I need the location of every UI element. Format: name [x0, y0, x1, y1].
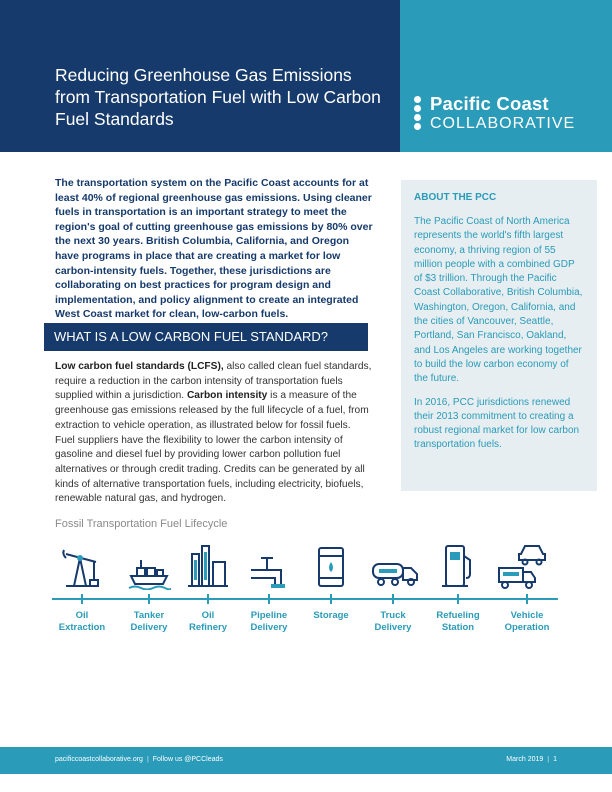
pipeline-icon	[247, 540, 291, 590]
footer-left: pacificcoastcollaborative.org | Follow us @PCCleads	[55, 756, 223, 763]
header-banner	[0, 0, 400, 152]
page-title: Reducing Greenhouse Gas Emissions from Transportation Fuel with Low Carbon Fuel Standards	[55, 65, 381, 129]
oil-pump-icon	[60, 540, 104, 590]
section-heading: WHAT IS A LOW CARBON FUEL STANDARD?	[44, 323, 368, 351]
timeline-tick	[392, 594, 394, 604]
timeline-tick	[457, 594, 459, 604]
pcc-logo	[414, 93, 604, 135]
lcfs-text-1: also called clean fuel standards, require a reduction in the carbon intensity of transportation fuels supplied within a jurisdiction.	[55, 361, 372, 402]
intro-paragraph: The transportation system on the Pacific Coast accounts for at least 40% of regional greenhouse gas emissions. Using cleaner fuels in transportation is an important strategy to meet the region's goal of cutting greenhouse gas emissions by 80% over the next 30 years. British Columbia, California, and Oregon have programs in place that are creating a market for low carbon-intensity fuels. Together, these jurisdictions are collaborating on best practices for program design and implementation, and policy alignment to create an integrated West Coast market for clean, low-carbon fuels.	[55, 177, 373, 321]
logo-subtitle: COLLABORATIVE	[430, 115, 576, 132]
timeline-tick	[526, 594, 528, 604]
about-sidebar	[401, 180, 597, 491]
social-handle[interactable]: Follow us @PCCleads	[152, 756, 223, 763]
website-link[interactable]: pacificcoastcollaborative.org	[55, 756, 143, 763]
fuel-pump-icon	[436, 540, 480, 590]
footer-right: March 2019 | 1	[506, 756, 557, 763]
tanker-ship-icon	[127, 540, 171, 590]
stage-refueling-station: Refueling Station	[436, 610, 480, 633]
lcfs-text-2: is a measure of the greenhouse gas emissions released by the full lifecycle of a fuel, from extraction to vehicle operation, as illustrated below for fossil fuels. Fuel suppliers have the flexibility to lower the carbon intensity of gasoline and diesel fuel by providing lower carbon pollution fuel alternatives or through credit trading. Credits can be generated by all kinds of alternative transportation fuels, including electricity, biofuels, renewable natural gas, and hydrogen.	[55, 390, 369, 505]
page-number: 1	[553, 756, 557, 763]
storage-tank-icon	[309, 540, 353, 590]
stage-oil-refinery: Oil Refinery	[188, 610, 227, 633]
stage-oil-extraction: Oil Extraction	[58, 610, 106, 633]
page-bottom-margin	[0, 774, 612, 792]
logo-dots-icon	[414, 96, 424, 130]
logo-name: Pacific Coast	[430, 93, 549, 114]
lifecycle-timeline	[52, 598, 558, 600]
stage-vehicle-operation: Vehicle Operation	[504, 610, 550, 633]
stage-storage: Storage	[313, 610, 349, 621]
publication-date: March 2019	[506, 756, 544, 763]
term-carbon-intensity: Carbon intensity	[186, 390, 268, 402]
stage-tanker-delivery: Tanker Delivery	[130, 610, 168, 633]
timeline-tick	[268, 594, 270, 604]
timeline-tick	[81, 594, 83, 604]
lifecycle-icons	[0, 540, 612, 590]
lcfs-description	[55, 360, 373, 507]
sidebar-paragraph: In 2016, PCC jurisdictions renewed their 2013 commitment to creating a robust regional market for low carbon transportation fuels.	[414, 396, 580, 451]
timeline-tick	[148, 594, 150, 604]
timeline-tick	[207, 594, 209, 604]
vehicles-icon	[497, 540, 541, 590]
stage-truck-delivery: Truck Delivery	[374, 610, 412, 633]
tanker-truck-icon	[371, 540, 415, 590]
refinery-icon	[186, 540, 230, 590]
sidebar-paragraph: The Pacific Coast of North America represents the world's fifth largest economy, a thriving region of 55 million people with a combined GDP of $3 trillion. Through the Pacific Coast Collaborative, British Columbia, Washington, Oregon, California, and the cities of Vancouver, Seattle, Portland, San Francisco, Oakland, and Los Angeles are working together to build the low carbon economy of the future.	[414, 216, 583, 385]
lifecycle-title: Fossil Transportation Fuel Lifecycle	[55, 518, 228, 530]
sidebar-heading: ABOUT THE PCC	[414, 192, 497, 203]
term-lcfs: Low carbon fuel standards (LCFS),	[55, 361, 224, 372]
stage-pipeline-delivery: Pipeline Delivery	[250, 610, 288, 633]
footer-bar	[0, 747, 612, 774]
timeline-tick	[330, 594, 332, 604]
